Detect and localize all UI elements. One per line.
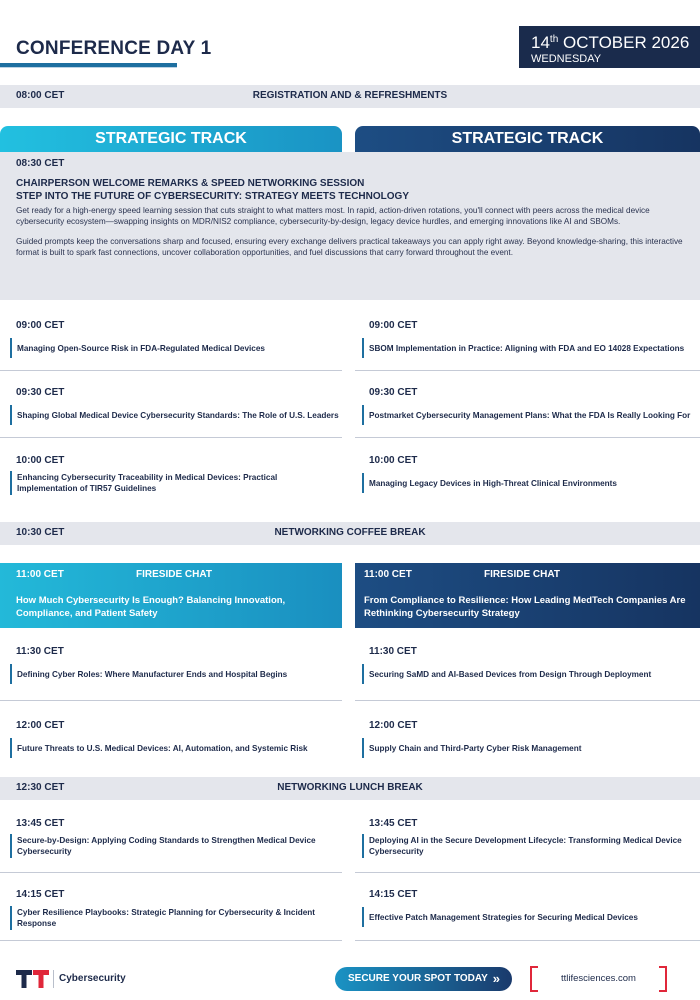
session-time: 09:30 CET: [16, 387, 65, 398]
divider: [355, 370, 700, 371]
session-title: Defining Cyber Roles: Where Manufacturer Ends and Hospital Begins: [10, 664, 340, 684]
session-time: 13:45 CET: [16, 818, 65, 829]
track-header-left: STRATEGIC TRACK: [0, 126, 342, 152]
fireside-label: FIRESIDE CHAT: [484, 569, 560, 580]
session-title: Enhancing Cybersecurity Traceability in Medical Devices: Practical Implementation of TIR57 Guidelines: [10, 471, 340, 495]
divider: [355, 700, 700, 701]
session-time: 14:15 CET: [369, 889, 418, 900]
divider: [0, 700, 342, 701]
event-weekday: WEDNESDAY: [531, 53, 602, 65]
date-box: [519, 26, 700, 68]
coffee-label: NETWORKING COFFEE BREAK: [274, 527, 426, 538]
divider: [355, 872, 700, 873]
title-underline-thin: [0, 67, 177, 68]
lunch-time: 12:30 CET: [16, 782, 65, 793]
registration-time: 08:00 CET: [16, 90, 65, 101]
divider: [0, 370, 342, 371]
divider: [0, 940, 342, 941]
opening-heading-2: STEP INTO THE FUTURE OF CYBERSECURITY: STRATEGY MEETS TECHNOLOGY: [16, 191, 409, 202]
divider: [0, 437, 342, 438]
session-time: 10:00 CET: [369, 455, 418, 466]
session-title: SBOM Implementation in Practice: Aligning with FDA and EO 14028 Expectations: [362, 338, 692, 358]
fireside-time: 11:00 CET: [16, 569, 64, 580]
cta-label: SECURE YOUR SPOT TODAY: [348, 973, 488, 984]
coffee-time: 10:30 CET: [16, 527, 65, 538]
session-title: Secure-by-Design: Applying Coding Standards to Strengthen Medical Device Cybersecurity: [10, 834, 340, 858]
session-time: 10:00 CET: [16, 455, 65, 466]
opening-paragraph-1: Get ready for a high-energy speed learning session that cuts straight to what matters most. In rapid, action-driven rotations, you'll connect with peers across the medical device cybersecurity ecosystem—swapping insights on MDR/NIS2 compliance, cybersecurity-by-design, legacy device hurdles, and emerging innovations like AI and SBOMs.: [16, 206, 650, 226]
session-title: Cyber Resilience Playbooks: Strategic Planning for Cybersecurity & Incident Response: [10, 906, 340, 930]
divider: [0, 872, 342, 873]
lunch-band: [0, 777, 700, 800]
fireside-left: [0, 563, 342, 628]
opening-heading-1: CHAIRPERSON WELCOME REMARKS & SPEED NETWORKING SESSION: [16, 178, 365, 189]
registration-label: REGISTRATION AND & REFRESHMENTS: [252, 90, 448, 101]
divider: [355, 940, 700, 941]
coffee-band: [0, 522, 700, 545]
session-time: 12:00 CET: [16, 720, 65, 731]
website-url: ttlifesciences.com: [561, 973, 636, 984]
session-time: 11:30 CET: [369, 646, 417, 657]
logo-divider: [53, 970, 54, 988]
session-title: Deploying AI in the Secure Development Lifecycle: Transforming Medical Device Cybersecurity: [362, 834, 692, 858]
lunch-label: NETWORKING LUNCH BREAK: [277, 782, 423, 793]
event-date: 14th OCTOBER 2026: [531, 33, 690, 52]
session-time: 09:30 CET: [369, 387, 418, 398]
website-link[interactable]: [530, 966, 667, 992]
session-time: 13:45 CET: [369, 818, 418, 829]
divider: [355, 437, 700, 438]
brand-name: Cybersecurity: [59, 973, 126, 984]
session-time: 11:30 CET: [16, 646, 64, 657]
fireside-label: FIRESIDE CHAT: [136, 569, 212, 580]
session-title: Future Threats to U.S. Medical Devices: AI, Automation, and Systemic Risk: [10, 738, 340, 758]
session-time: 09:00 CET: [369, 320, 418, 331]
secure-spot-button[interactable]: [335, 967, 512, 991]
session-title: Supply Chain and Third-Party Cyber Risk Management: [362, 738, 692, 758]
registration-band: [0, 85, 700, 108]
fireside-right: [355, 563, 700, 628]
session-time: 14:15 CET: [16, 889, 65, 900]
session-title: Managing Legacy Devices in High-Threat Clinical Environments: [362, 473, 692, 493]
double-chevron-right-icon: »: [492, 971, 500, 986]
opening-time: 08:30 CET: [16, 158, 65, 169]
session-title: Shaping Global Medical Device Cybersecurity Standards: The Role of U.S. Leaders: [10, 405, 340, 425]
session-title: Postmarket Cybersecurity Management Plans: What the FDA Is Really Looking For: [362, 405, 692, 425]
session-title: Managing Open-Source Risk in FDA-Regulated Medical Devices: [10, 338, 340, 358]
page-title: CONFERENCE DAY 1: [16, 38, 212, 59]
session-time: 09:00 CET: [16, 320, 65, 331]
session-title: Securing SaMD and AI-Based Devices from Design Through Deployment: [362, 664, 692, 684]
opening-session: [0, 152, 700, 300]
fireside-title: From Compliance to Resilience: How Leading MedTech Companies Are Rethinking Cybersecurity Strategy: [364, 595, 686, 619]
opening-paragraph-2: Guided prompts keep the conversations sharp and focused, ensuring every exchange delivers practical takeaways you can apply right away. Beyond knowledge-sharing, this interactive format is built to spark fast connections, uncover collaboration opportunities, and fuel discussions that carry forward throughout the event.: [16, 237, 683, 257]
session-time: 12:00 CET: [369, 720, 418, 731]
fireside-time: 11:00 CET: [364, 569, 412, 580]
session-title: Effective Patch Management Strategies for Securing Medical Devices: [362, 907, 692, 927]
fireside-title: How Much Cybersecurity Is Enough? Balancing Innovation, Compliance, and Patient Safety: [16, 595, 286, 619]
track-header-right: STRATEGIC TRACK: [355, 126, 700, 152]
